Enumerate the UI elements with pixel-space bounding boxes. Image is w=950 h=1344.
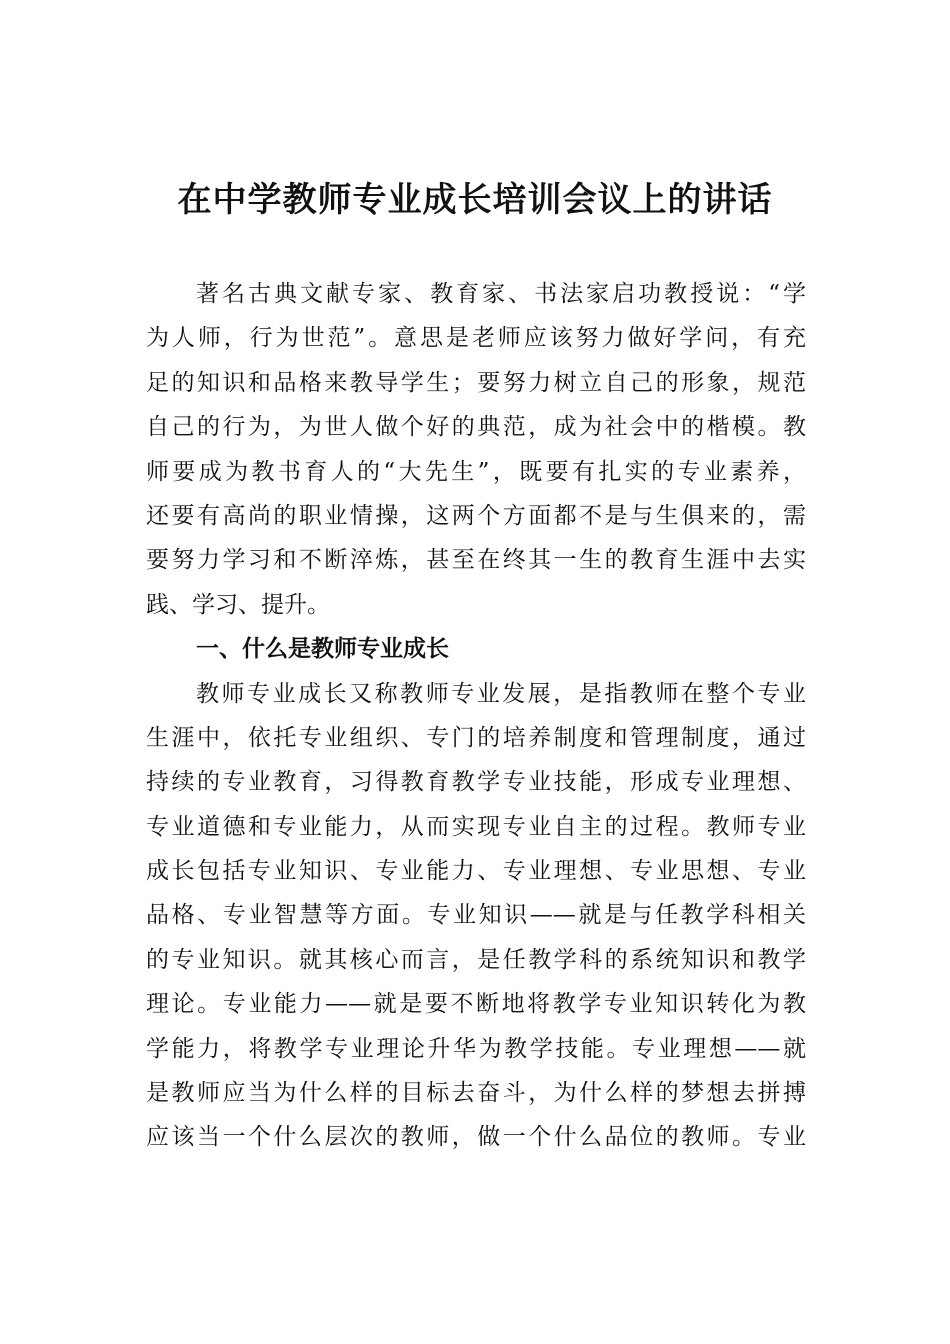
- text-line: 足的知识和品格来教导学生；要努力树立自己的形象，规范: [146, 369, 806, 396]
- text-line: 专业道德和专业能力，从而实现专业自主的过程。教师专业: [146, 813, 806, 840]
- text-line: 是教师应当为什么样的目标去奋斗，为什么样的梦想去拼搏: [146, 1080, 806, 1107]
- text-line: 持续的专业教育，习得教育教学专业技能，形成专业理想、: [146, 769, 806, 796]
- document-title: 在中学教师专业成长培训会议上的讲话: [177, 180, 773, 220]
- text-line: 还要有高尚的职业情操，这两个方面都不是与生俱来的，需: [146, 502, 806, 529]
- text-line: 教师专业成长又称教师专业发展，是指教师在整个专业: [196, 680, 806, 707]
- text-line: 成长包括专业知识、专业能力、专业理想、专业思想、专业: [146, 858, 806, 885]
- text-line: 师要成为教书育人的“大先生”，既要有扎实的专业素养，: [146, 458, 806, 485]
- text-line: 要努力学习和不断淬炼，甚至在终其一生的教育生涯中去实: [146, 547, 806, 574]
- text-line: 理论。专业能力——就是要不断地将教学专业知识转化为教: [146, 991, 806, 1018]
- text-line: 著名古典文献专家、教育家、书法家启功教授说：“学: [196, 281, 806, 307]
- text-line: 学能力，将教学专业理论升华为教学技能。专业理想——就: [146, 1035, 806, 1062]
- text-line: 生涯中，依托专业组织、专门的培养制度和管理制度，通过: [146, 724, 806, 751]
- document-body: [146, 272, 806, 1160]
- text-line: 自己的行为，为世人做个好的典范，成为社会中的楷模。教: [146, 414, 806, 441]
- text-line: 的专业知识。就其核心而言，是任教学科的系统知识和教学: [146, 946, 806, 973]
- text-line: 应该当一个什么层次的教师，做一个什么品位的教师。专业: [146, 1124, 806, 1151]
- text-line: 为人师，行为世范”。意思是老师应该努力做好学问，有充: [146, 325, 806, 352]
- text-line: 品格、专业智慧等方面。专业知识——就是与任教学科相关: [146, 902, 806, 929]
- section-heading: 一、什么是教师专业成长: [196, 635, 449, 663]
- text-line: 践、学习、提升。: [146, 591, 330, 618]
